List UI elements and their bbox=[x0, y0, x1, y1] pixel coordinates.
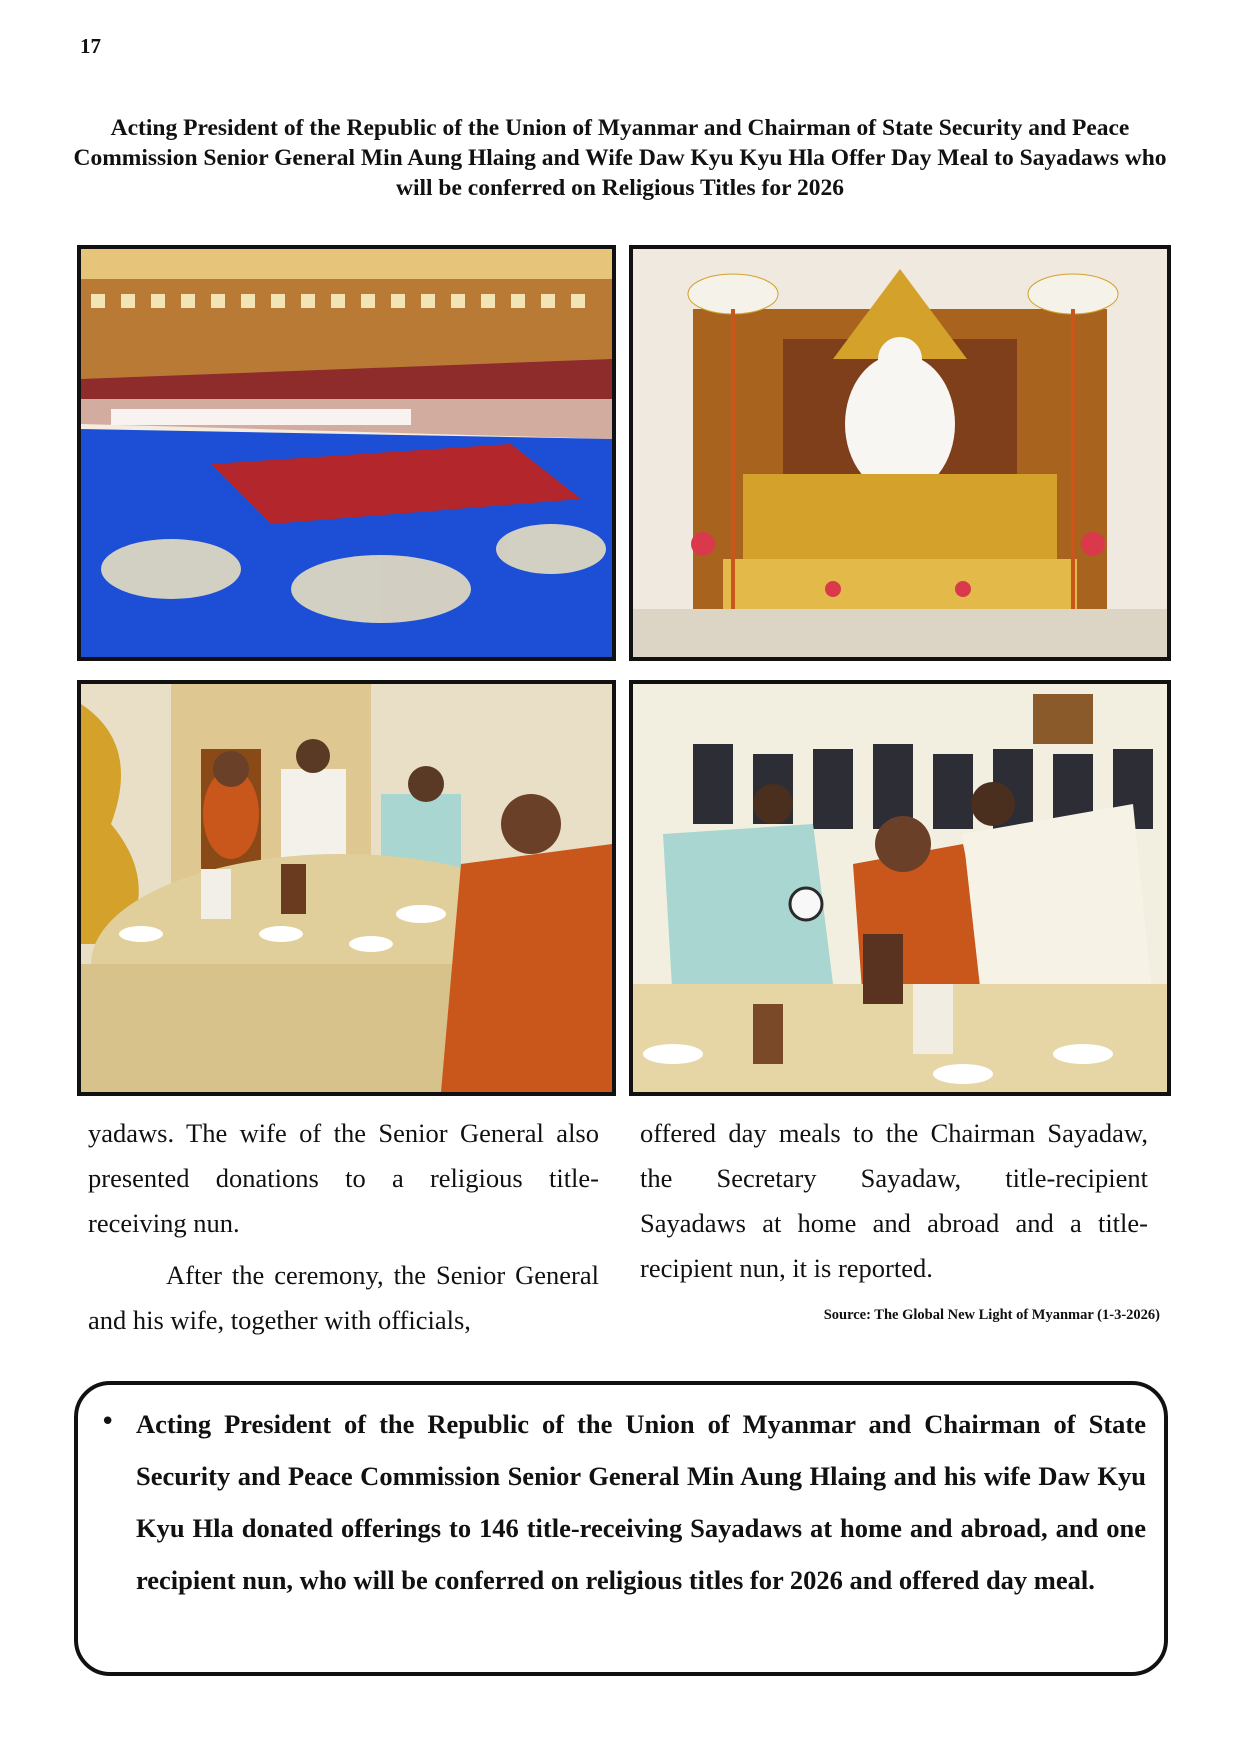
source-credit: Source: The Global New Light of Myanmar (1-3-2026) bbox=[823, 1307, 1160, 1323]
paragraph: yadaws. The wife of the Senior General also presented donations to a religious title-receiving nun. bbox=[88, 1118, 599, 1238]
article-headline: Acting President of the Republic of the Union of Myanmar and Chairman of State Security and Peace Commission Senior General Min Aung Hlaing and Wife Daw Kyu Kyu Hla Offer Day Meal to Sayadaws who will be conferred on Religious Titles for 2026 bbox=[73, 115, 1167, 201]
bullet-icon: • bbox=[100, 1407, 116, 1437]
article-column-left bbox=[88, 1111, 599, 1343]
paragraph: After the ceremony, the Senior General and his wife, together with officials, bbox=[88, 1260, 599, 1335]
photo-buddha-shrine bbox=[629, 245, 1171, 661]
summary-box bbox=[74, 1381, 1168, 1676]
summary-text: Acting President of the Republic of the Union of Myanmar and Chairman of State Security and Peace Commission Senior General Min Aung Hlaing and his wife Daw Kyu Kyu Hla donated offerings to 146 title-receiving Sayadaws at home and abroad, and one recipient nun, who will be conferred on religious titles for 2026 and offered day meal. bbox=[136, 1409, 1146, 1595]
photo-day-meal-offering-2 bbox=[629, 680, 1171, 1096]
paragraph: offered day meals to the Chairman Sayadaw, the Secretary Sayadaw, title-recipient Sayadaws at home and abroad and a title-recipient nun, it is reported. bbox=[640, 1118, 1148, 1283]
photo-assembly-hall bbox=[77, 245, 616, 661]
page-number: 17 bbox=[80, 34, 101, 58]
photo-day-meal-offering-1 bbox=[77, 680, 616, 1096]
article-column-right bbox=[640, 1111, 1148, 1291]
